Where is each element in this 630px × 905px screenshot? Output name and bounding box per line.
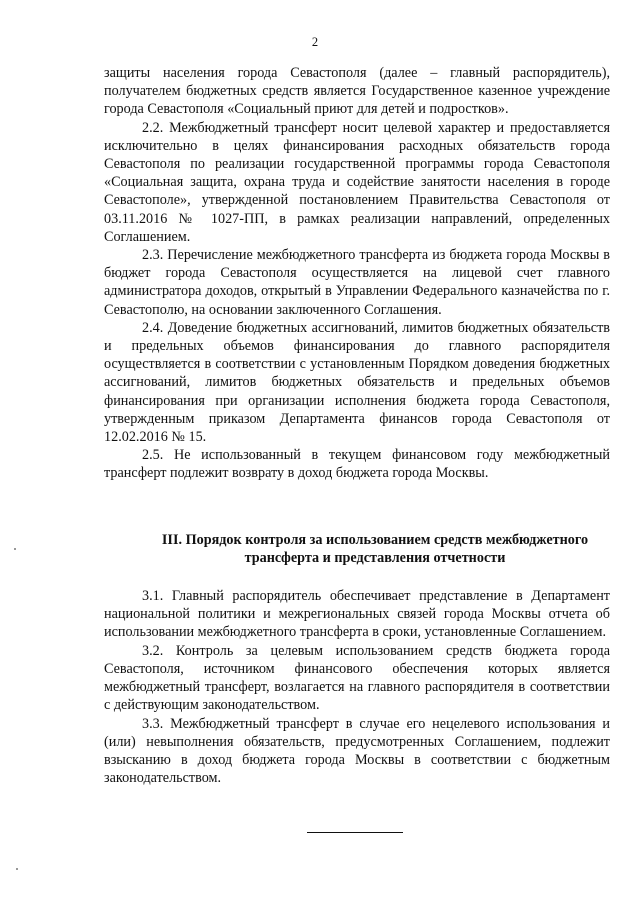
paragraph-continuation: защиты населения города Севастополя (далее – главный распорядитель), получателем бюджетных средств является Государственное казенное учреждение города Севастополя «Социальный приют для детей и подростков». <box>104 65 610 118</box>
paragraph-2-4: 2.4. Доведение бюджетных ассигнований, лимитов бюджетных обязательств и предельных объемов финансирования до главного распорядителя осуществляется в соответствии с установленным Порядком доведения бюджетных ассигнований, лимитов бюджетных обязательств и предельных объемов финансирования при организации исполнения бюджета города Севастополя, утвержденным приказом Департамента финансов города Севастополя от 12.02.2016 № 15. <box>104 319 610 446</box>
section-spacer <box>104 483 610 531</box>
paragraph-3-2: 3.2. Контроль за целевым использованием средств бюджета города Севастополя, источником финансового обеспечения которых является межбюджетный трансферт, возлагается на главного распорядителя в соответствии с действующим законодательством. <box>104 642 610 714</box>
paragraph-2-3: 2.3. Перечисление межбюджетного трансферта из бюджета города Москвы в бюджет города Севастополя осуществляется на лицевой счет главного администратора доходов, открытый в Управлении Федерального казначейства по г. Севастополю, на основании заключенного Соглашения. <box>104 247 610 318</box>
section-heading-line-1: III. Порядок контроля за использованием средств межбюджетного <box>161 531 589 548</box>
section-spacer <box>104 567 610 587</box>
paragraph-2-5: 2.5. Не использованный в текущем финансовом году межбюджетный трансферт подлежит возврату в доход бюджета города Москвы. <box>104 447 610 482</box>
end-of-document-rule <box>307 832 403 833</box>
paragraph-3-1: 3.1. Главный распорядитель обеспечивает представление в Департамент национальной политики и межрегиональных связей города Москвы отчета об использовании межбюджетного трансферта в сроки, установленные Соглашением. <box>104 588 610 641</box>
document-body <box>104 64 610 787</box>
paragraph-2-2: 2.2. Межбюджетный трансферт носит целевой характер и предоставляется исключительно в целях финансирования расходных обязательств города Севастополя по реализации государственной программы города Севастополя «Социальная защита, охрана труда и содействие занятости населения в городе Севастополе», утвержденной постановлением Правительства Севастополя от 03.11.2016 № 1027-ПП, в рамках реализации направлений, определенных Соглашением. <box>104 119 610 245</box>
scan-speck <box>14 548 16 550</box>
page-number: 2 <box>311 35 319 49</box>
scan-speck <box>16 868 18 870</box>
section-heading-line-2: трансферта и представления отчетности <box>244 549 506 566</box>
section-heading <box>104 531 610 567</box>
paragraph-3-3: 3.3. Межбюджетный трансферт в случае его нецелевого использования и (или) невыполнения обязательств, предусмотренных Соглашением, подлежит взысканию в доход бюджета города Москвы в соответствии с бюджетным законодательством. <box>104 715 610 787</box>
